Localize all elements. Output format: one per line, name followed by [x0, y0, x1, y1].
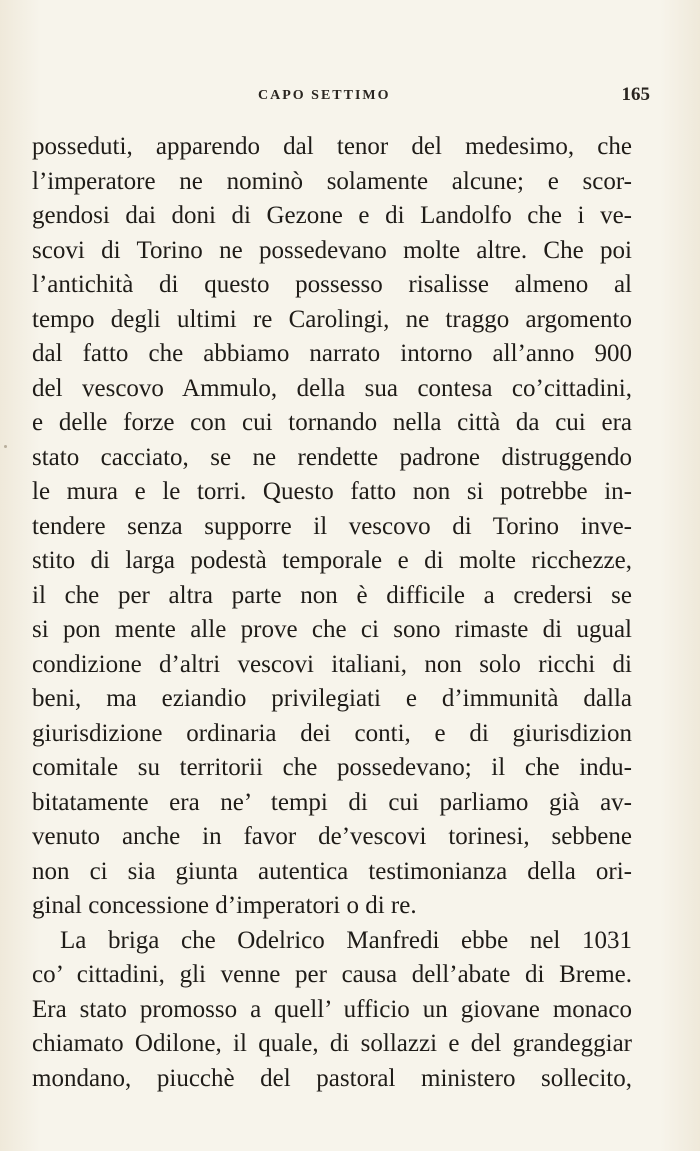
text-line: e delle forze con cui tornando nella città da cui era: [32, 409, 632, 436]
text-line: bitatamente era ne’ tempi di cui parliamo già av-: [32, 788, 632, 816]
body-text: [32, 130, 632, 1096]
text-line: si pon mente alle prove che ci sono rimaste di ugual: [32, 616, 632, 643]
text-line: co’ cittadini, gli venne per causa dell’abate di Breme.: [32, 961, 632, 988]
text-line: il che per altra parte non è difficile a credersi se: [32, 581, 632, 609]
text-line: venuto anche in favor de’vescovi torinesi, sebbene: [32, 823, 632, 850]
running-head: CAPO SETTIMO: [258, 88, 391, 103]
text-line: condizione d’altri vescovi italiani, non solo ricchi di: [32, 650, 632, 678]
text-line: gendosi dai doni di Gezone e di Landolfo che i ve-: [32, 202, 632, 229]
text-line: giurisdizione ordinaria dei conti, e di giurisdizion: [32, 719, 632, 747]
text-line: Era stato promosso a quell’ ufficio un giovane monaco: [32, 995, 632, 1023]
text-line: stito di larga podestà temporale e di molte ricchezze,: [32, 547, 632, 574]
text-line: del vescovo Ammulo, della sua contesa co’cittadini,: [32, 374, 632, 402]
paper-speck: [4, 445, 7, 448]
text-line: stato cacciato, se ne rendette padrone distruggendo: [32, 443, 632, 471]
text-line: beni, ma eziandio privilegiati e d’immunità dalla: [32, 685, 632, 712]
text-line: non ci sia giunta autentica testimonianza della ori-: [32, 857, 632, 885]
paragraph-first-line: La briga che Odelrico Manfredi ebbe nel 1031: [60, 926, 632, 954]
text-line: scovi di Torino ne possedevano molte altre. Che poi: [32, 236, 632, 264]
text-line: l’imperatore ne nominò solamente alcune; e scor-: [32, 167, 632, 195]
text-line: chiamato Odilone, il quale, di sollazzi e del grandeggiar: [32, 1030, 632, 1057]
text-line: tempo degli ultimi re Carolingi, ne traggo argomento: [32, 305, 632, 333]
text-line: dal fatto che abbiamo narrato intorno all’anno 900: [32, 340, 632, 367]
text-line: posseduti, apparendo dal tenor del medesimo, che: [32, 133, 632, 160]
text-line: l’antichità di questo possesso risalisse almeno al: [32, 271, 632, 298]
page-number: 165: [621, 84, 650, 105]
text-line: tendere senza supporre il vescovo di Torino inve-: [32, 512, 632, 540]
text-line: comitale su territorii che possedevano; il che indu-: [32, 754, 632, 781]
text-line: ginal concessione d’imperatori o di re.: [32, 892, 417, 919]
text-line: mondano, piucchè del pastoral ministero sollecito,: [32, 1064, 632, 1092]
text-line: le mura e le torri. Questo fatto non si potrebbe in-: [32, 478, 632, 505]
